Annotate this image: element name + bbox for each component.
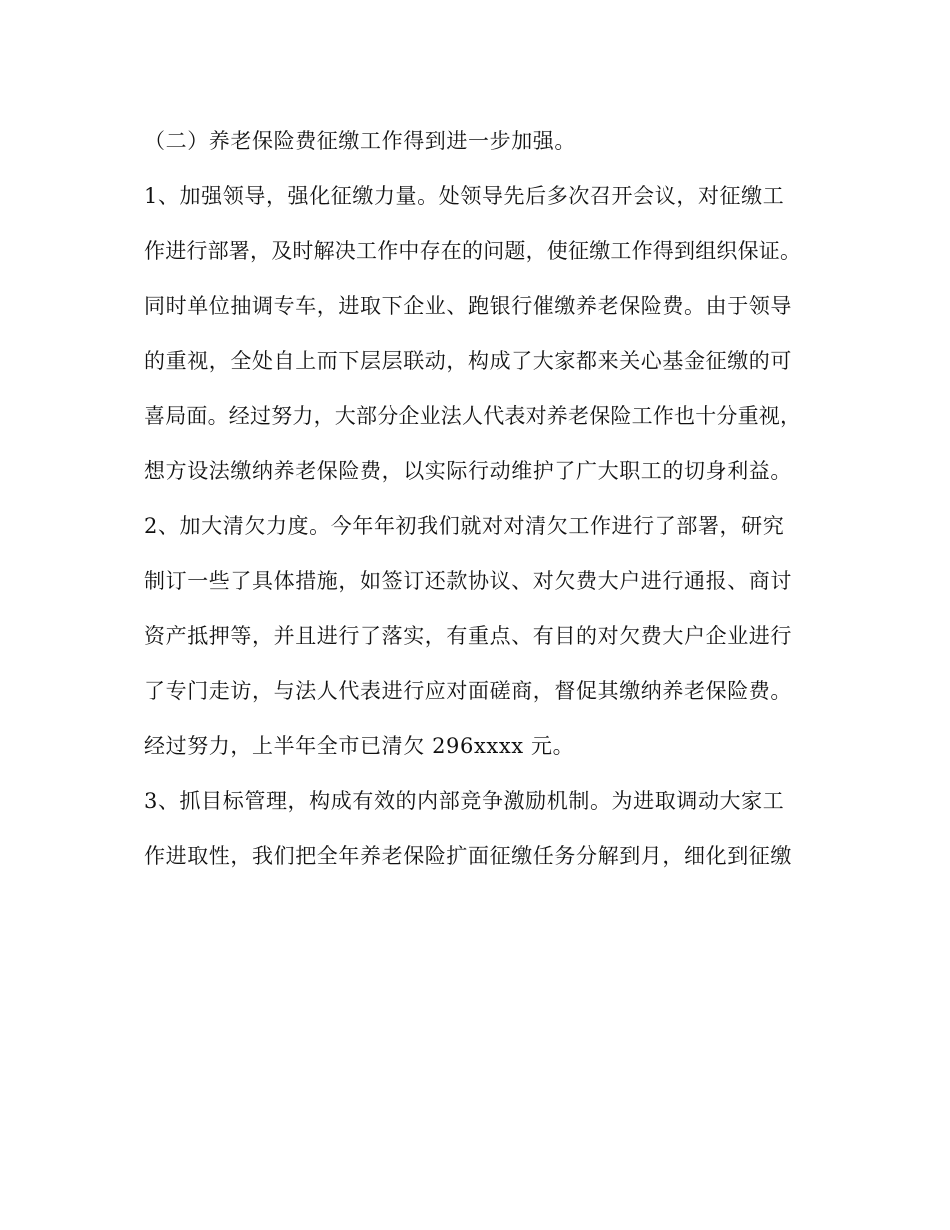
paragraph-line: 作进取性，我们把全年养老保险扩面征缴任务分解到月，细化到征缴 (144, 844, 792, 868)
paragraph-line: 同时单位抽调专车，进取下企业、跑银行催缴养老保险费。由于领导 (144, 294, 792, 318)
paragraph-line: 喜局面。经过努力，大部分企业法人代表对养老保险工作也十分重视， (144, 404, 802, 428)
paragraph-line: 经过努力，上半年全市已清欠 296xxxx 元。 (144, 734, 575, 758)
paragraph-line: 3、抓目标管理，构成有效的内部竞争激励机制。为进取调动大家工 (144, 789, 785, 813)
paragraph-line: 了专门走访，与法人代表进行应对面磋商，督促其缴纳养老保险费。 (144, 679, 792, 703)
paragraph-line: 制订一些了具体措施，如签订还款协议、对欠费大户进行通报、商讨 (144, 569, 792, 593)
paragraph-line: 的重视，全处自上而下层层联动，构成了大家都来关心基金征缴的可 (144, 349, 792, 373)
section-heading: （二）养老保险费征缴工作得到进一步加强。 (144, 129, 576, 153)
paragraph-line: 资产抵押等，并且进行了落实，有重点、有目的对欠费大户企业进行 (144, 624, 792, 648)
paragraph-line: 想方设法缴纳养老保险费，以实际行动维护了广大职工的切身利益。 (144, 459, 792, 483)
document-body (144, 127, 824, 897)
paragraph-line: 1、加强领导，强化征缴力量。处领导先后多次召开会议，对征缴工 (144, 184, 785, 208)
paragraph-line: 作进行部署，及时解决工作中存在的问题，使征缴工作得到组织保证。 (144, 239, 802, 263)
paragraph-line: 2、加大清欠力度。今年年初我们就对对清欠工作进行了部署，研究 (144, 514, 785, 538)
